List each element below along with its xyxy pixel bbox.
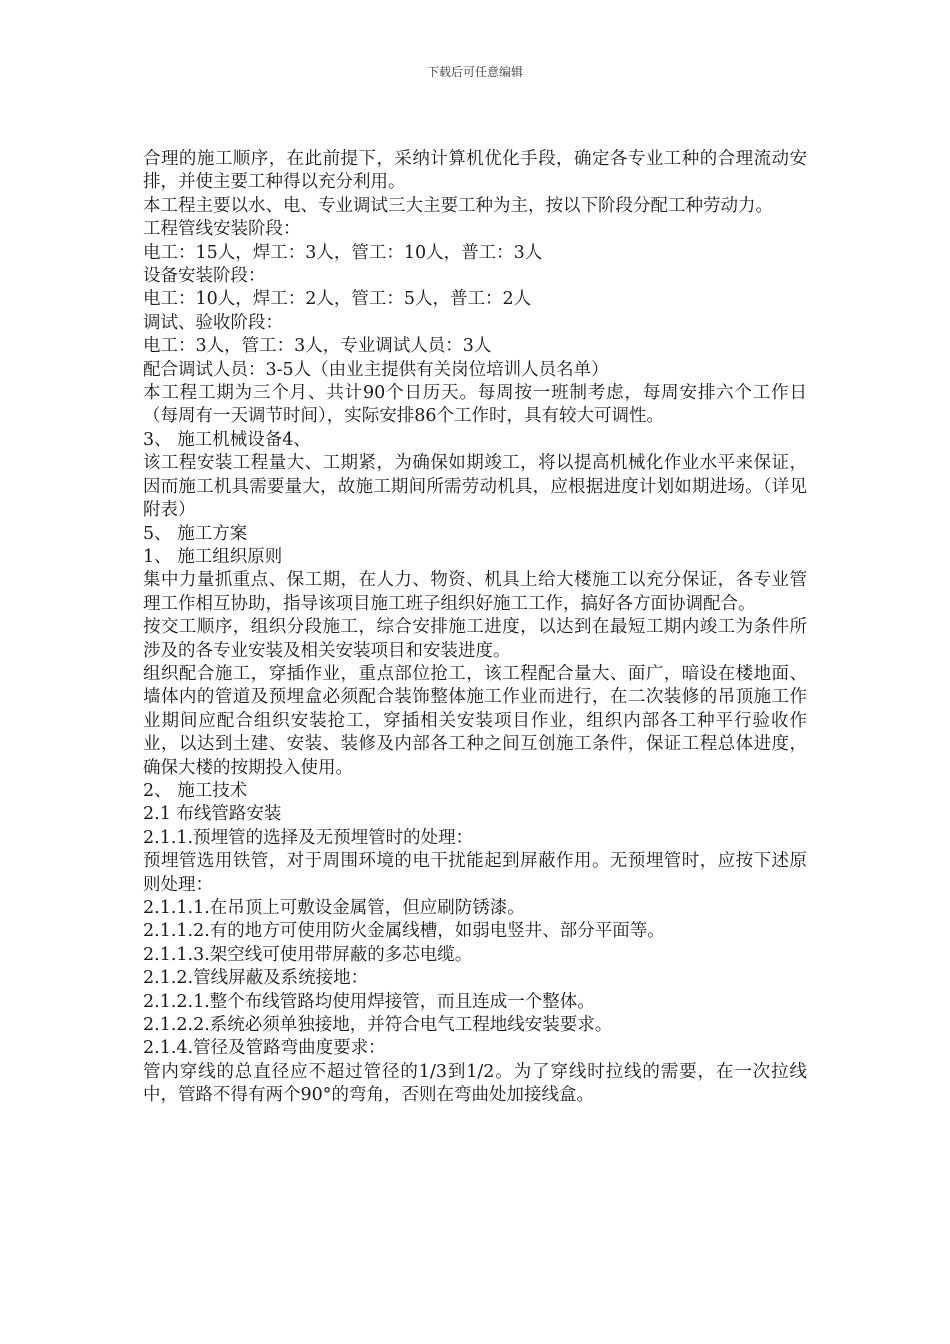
section-heading: 2.1.4.管径及管路弯曲度要求： — [143, 1038, 386, 1059]
section-heading: 1、 施工组织原则 — [143, 546, 283, 567]
list-item: 2.1.1.2.有的地方可使用防火金属线槽，如弱电竖井、部分平面等。 — [143, 921, 665, 942]
paragraph: 配合调试人员：3-5人（由业主提供有关岗位培训人员名单） — [143, 359, 609, 380]
paragraph: 集中力量抓重点、保工期，在人力、物资、机具上给大楼施工以充分保证，各专业管理工作相互协助，指导该项目施工班子组织好施工工作，搞好各方面协调配合。 — [143, 570, 807, 614]
section-heading: 2.1.2.管线屏蔽及系统接地： — [143, 968, 369, 989]
paragraph: 本工程工期为三个月、共计90个日历天。每周按一班制考虑，每周安排六个工作日（每周有一天调节时间），实际安排86个工作时，具有较大可调性。 — [143, 383, 807, 427]
section-heading: 5、 施工方案 — [143, 523, 248, 544]
document-body — [143, 148, 807, 1108]
section-heading: 设备安装阶段： — [143, 266, 266, 287]
list-item: 2.1.2.1.整个布线管路均使用焊接管，而且连成一个整体。 — [143, 991, 595, 1012]
paragraph: 本工程主要以水、电、专业调试三大主要工种为主，按以下阶段分配工种劳动力。 — [143, 195, 773, 216]
paragraph: 该工程安装工程量大、工期紧，为确保如期竣工，将以提高机械化作业水平来保证，因而施工机具需要量大，故施工期间所需劳动机具，应根据进度计划如期进场。（详见附表） — [143, 453, 807, 521]
list-item: 2.1.2.2.系统必须单独接地，并符合电气工程地线安装要求。 — [143, 1015, 613, 1036]
paragraph: 电工：3人，管工：3人，专业调试人员：3人 — [143, 336, 492, 357]
section-heading: 2.1.1.预埋管的选择及无预埋管时的处理： — [143, 827, 474, 848]
paragraph: 电工：15人，焊工：3人，管工：10人，普工：3人 — [143, 242, 543, 263]
section-heading: 调试、验收阶段： — [143, 312, 283, 333]
section-heading: 2、 施工技术 — [143, 780, 248, 801]
paragraph: 按交工顺序，组织分段施工，综合安排施工进度，以达到在最短工期内竣工为条件所涉及的各专业安装及相关安装项目和安装进度。 — [143, 617, 807, 661]
section-heading: 工程管线安装阶段： — [143, 219, 301, 240]
paragraph: 预埋管选用铁管，对于周围环境的电干扰能起到屏蔽作用。无预埋管时，应按下述原则处理： — [143, 851, 807, 895]
paragraph: 管内穿线的总直径应不超过管径的1/3到1/2。为了穿线时拉线的需要，在一次拉线中，管路不得有两个90°的弯角，否则在弯曲处加接线盒。 — [143, 1061, 807, 1106]
page-header-note: 下载后可任意编辑 — [426, 65, 523, 79]
section-heading: 3、 施工机械设备4、 — [143, 429, 311, 450]
paragraph: 电工：10人，焊工：2人，管工：5人，普工：2人 — [143, 289, 532, 310]
section-heading: 2.1 布线管路安装 — [143, 804, 282, 825]
list-item: 2.1.1.3.架空线可使用带屏蔽的多芯电缆。 — [143, 944, 473, 965]
list-item: 2.1.1.1.在吊顶上可敷设金属管，但应刷防锈漆。 — [143, 898, 525, 918]
paragraph: 合理的施工顺序，在此前提下，采纳计算机优化手段，确定各专业工种的合理流动安排，并使主要工种得以充分利用。 — [143, 149, 807, 193]
paragraph: 组织配合施工，穿插作业，重点部位抢工，该工程配合量大、面广，暗设在楼地面、墙体内的管道及预埋盒必须配合装饰整体施工作业而进行，在二次装修的吊顶施工作业期间应配合组织安装抢工，穿插相关安装项目作业，组织内部各工种平行验收作业，以达到土建、安装、装修及内部各工种之间互创施工条件，保证工程总体进度，确保大楼的按期投入使用。 — [143, 663, 807, 778]
